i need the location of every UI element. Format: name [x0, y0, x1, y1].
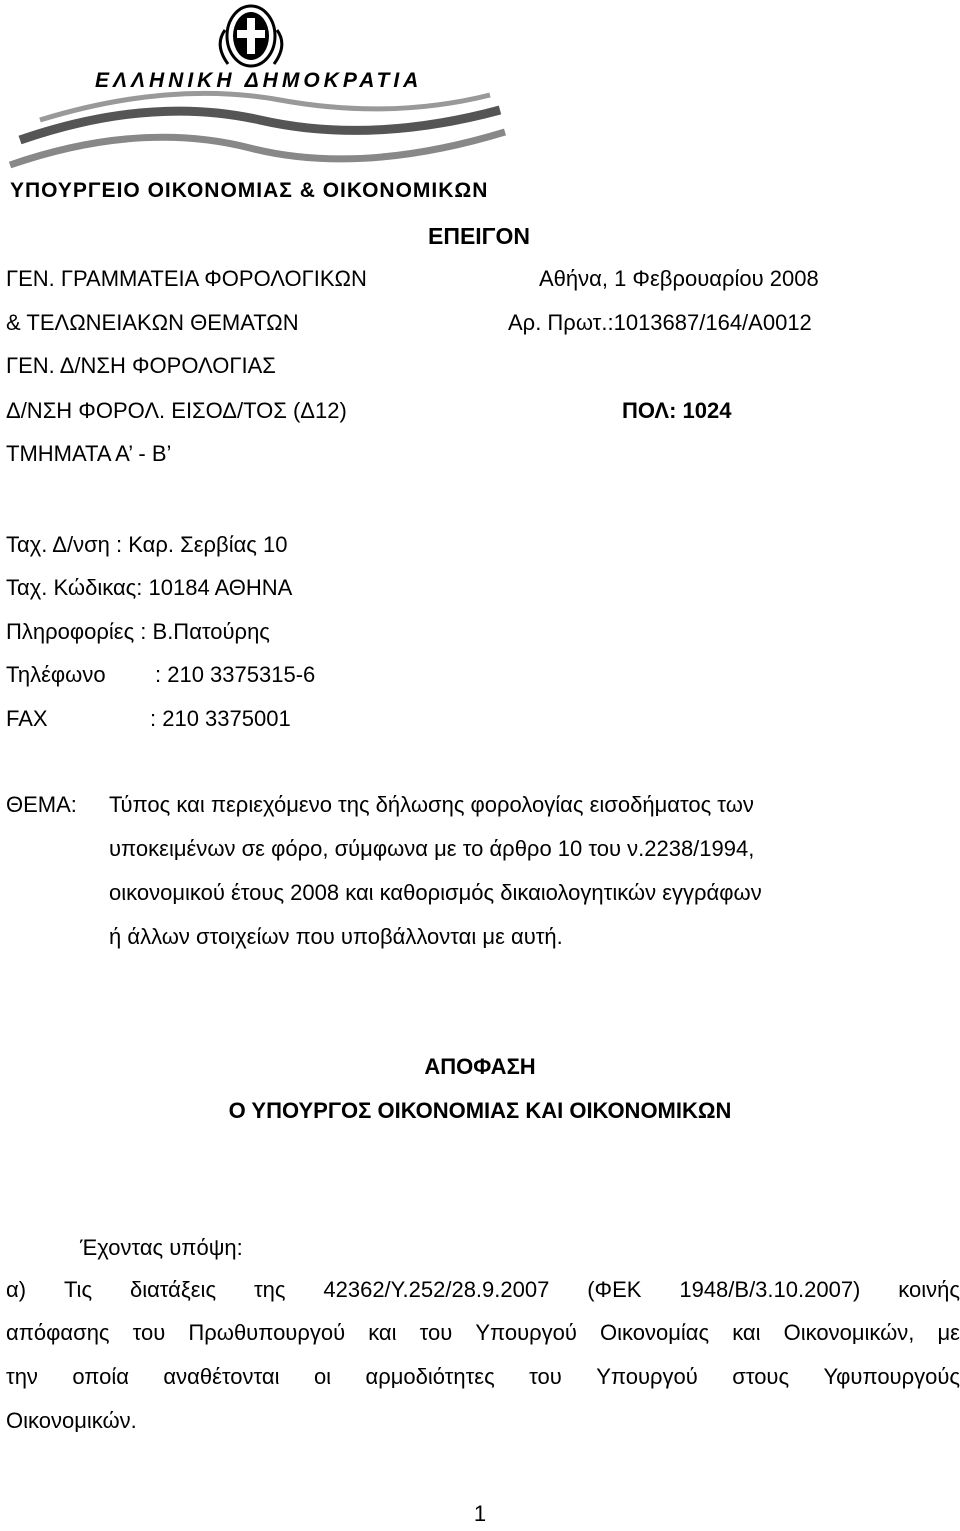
- paragraph-word: της: [253, 1277, 286, 1302]
- decision-authority: Ο ΥΠΟΥΡΓΟΣ ΟΙΚΟΝΟΜΙΑΣ ΚΑΙ ΟΙΚΟΝΟΜΙΚΩΝ: [228, 1098, 732, 1123]
- country-name: ΕΛΛΗΝΙΚΗ ΔΗΜΟΚΡΑΤΙΑ: [95, 69, 423, 92]
- pol-number: ΠΟΛ: 1024: [622, 398, 732, 423]
- paragraph-word: την: [6, 1364, 38, 1389]
- coat-of-arms-icon: [220, 6, 282, 66]
- subject-line-1: Τύπος και περιεχόμενο της δήλωσης φορολογίας εισοδήματος των: [109, 792, 754, 817]
- item-a-line-3: [6, 1364, 960, 1390]
- paragraph-word: (ΦΕΚ: [587, 1277, 642, 1302]
- paragraph-word: Οικονομίας: [600, 1320, 710, 1345]
- item-a-line-2: [6, 1320, 960, 1346]
- paragraph-word: α): [6, 1277, 27, 1302]
- paragraph-word: Υπουργού: [596, 1364, 698, 1389]
- department-line-4: Δ/ΝΣΗ ΦΟΡΟΛ. ΕΙΣΟΔ/ΤΟΣ (Δ12): [6, 398, 347, 423]
- paragraph-word: Υπουργού: [475, 1320, 577, 1345]
- paragraph-word: οποία: [72, 1364, 129, 1389]
- department-line-3: ΓΕΝ. Δ/ΝΣΗ ΦΟΡΟΛΟΓΙΑΣ: [6, 353, 276, 378]
- urgency-label: ΕΠΕΙΓΟΝ: [428, 223, 531, 249]
- paragraph-word: του: [419, 1320, 453, 1345]
- paragraph-word: στους: [732, 1364, 790, 1389]
- paragraph-word: απόφασης: [6, 1320, 110, 1345]
- paragraph-word: κοινής: [898, 1277, 960, 1302]
- paragraph-word: Υφυπουργούς: [823, 1364, 960, 1389]
- postal-address: Ταχ. Δ/νση : Καρ. Σερβίας 10: [6, 532, 288, 557]
- paragraph-word: αρμοδιότητες: [365, 1364, 495, 1389]
- page-number: 1: [473, 1501, 487, 1526]
- ministry-name: ΥΠΟΥΡΓΕΙΟ ΟΙΚΟΝΟΜΙΑΣ & ΟΙΚΟΝΟΜΙΚΩΝ: [10, 179, 489, 202]
- department-line-1: ΓΕΝ. ΓΡΑΜΜΑΤΕΙΑ ΦΟΡΟΛΟΓΙΚΩΝ: [6, 266, 367, 291]
- considering-label: Έχοντας υπόψη:: [80, 1235, 243, 1260]
- phone-key: Τηλέφωνο: [6, 662, 106, 687]
- paragraph-word: και: [732, 1320, 761, 1345]
- subject-label: ΘΕΜΑ:: [6, 792, 77, 817]
- subject-line-4: ή άλλων στοιχείων που υποβάλλονται με αυτή.: [109, 924, 563, 949]
- subject-line-2: υποκειμένων σε φόρο, σύμφωνα με το άρθρο 10 του ν.2238/1994,: [109, 836, 755, 861]
- department-line-2: & ΤΕΛΩΝΕΙΑΚΩΝ ΘΕΜΑΤΩΝ: [6, 310, 299, 335]
- paragraph-word: 1948/Β/3.10.2007): [679, 1277, 861, 1302]
- paragraph-word: του: [529, 1364, 562, 1389]
- subject-line-3: οικονομικού έτους 2008 και καθορισμός δικαιολογητικών εγγράφων: [109, 880, 762, 905]
- paragraph-word: διατάξεις: [129, 1277, 217, 1302]
- phone-value: : 210 3375315-6: [155, 662, 316, 687]
- decision-title: ΑΠΟΦΑΣΗ: [424, 1054, 536, 1079]
- protocol-number: Αρ. Πρωτ.:1013687/164/Α0012: [508, 310, 812, 335]
- paragraph-word: με: [937, 1320, 960, 1345]
- item-a-line-1: [6, 1277, 960, 1303]
- paragraph-word: 42362/Υ.252/28.9.2007: [323, 1277, 550, 1302]
- fax-value: : 210 3375001: [150, 706, 291, 731]
- ministry-letterhead-logo: [0, 0, 520, 215]
- paragraph-word: οι: [313, 1364, 332, 1389]
- paragraph-word: Πρωθυπουργού: [188, 1320, 346, 1345]
- document-date: Αθήνα, 1 Φεβρουαρίου 2008: [539, 266, 819, 291]
- item-a-line-4: Οικονομικών.: [6, 1408, 137, 1433]
- paragraph-word: Τις: [63, 1277, 93, 1302]
- paragraph-word: αναθέτονται: [163, 1364, 280, 1389]
- paragraph-word: του: [132, 1320, 166, 1345]
- paragraph-word: και: [368, 1320, 397, 1345]
- fax-key: FAX: [6, 706, 48, 731]
- postal-code: Ταχ. Κώδικας: 10184 ΑΘΗΝΑ: [6, 575, 293, 600]
- info-contact: Πληροφορίες : Β.Πατούρης: [6, 619, 270, 644]
- department-line-5: ΤΜΗΜΑΤΑ Α’ - Β’: [6, 441, 172, 466]
- paragraph-word: Οικονομικών,: [783, 1320, 915, 1345]
